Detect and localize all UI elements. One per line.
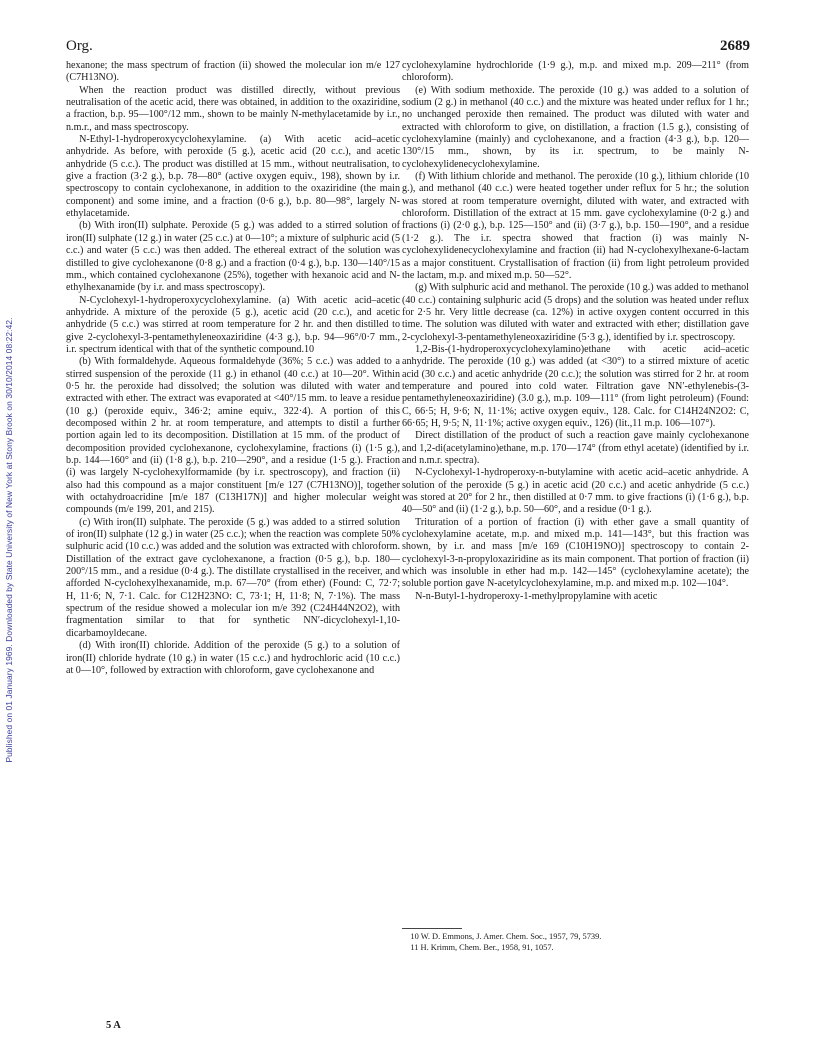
- journal-section-label: Org.: [66, 38, 93, 54]
- footnote: 10 W. D. Emmons, J. Amer. Chem. Soc., 1957, 79, 5739.: [410, 932, 602, 941]
- paragraph: hexanone; the mass spectrum of fraction (ii) showed the molecular ion m/e 127 (C7H13NO).: [66, 60, 400, 84]
- paragraph: (d) With iron(II) chloride. Addition of the peroxide (5 g.) to a solution of iron(II) chloride hydrate (10 g.) in water (15 c.c.) and hydrochloric acid (10 c.c.) at 0—10°, followed by extraction with chloroform, gave cyclohexanone and: [66, 640, 400, 676]
- footnotes: [402, 932, 749, 954]
- paragraph: When the reaction product was distilled directly, without previous neutralisation of the acetic acid, there was obtained, in addition to the oxaziridine, a fraction, b.p. 95—100°/12 mm., shown to be mainly N-methylacetamide by i.r., n.m.r., and mass spectroscopy.: [66, 84, 400, 133]
- paragraph: (b) With iron(II) sulphate. Peroxide (5 g.) was added to a stirred solution of iron(II) sulphate (12 g.) in water (25 c.c.) at 0—10°; a mixture of sulphuric acid (5 c.c.) and water (5 c.c.) was then added. The ethereal extract of the solution was distilled to give cyclohexanone (0·8 g.) and a fraction (0·4 g.), b.p. 130—140°/15 mm., which contained cyclohexanone (25%), together with hexanoic acid and N-ethylhexanamide (by i.r. and mass spectroscopy).: [66, 220, 400, 294]
- paragraph: (e) With sodium methoxide. The peroxide (10 g.) was added to a solution of sodium (2 g.) in methanol (40 c.c.) and the mixture was heated under reflux for 1 hr.; no unchanged peroxide then remained. The product was diluted with water and extracted with chloroform to give, on distillation, a fraction (1.5 g.), consisting of cyclohexylamine (mainly) and cyclohexanone, and a fraction (4·3 g.), b.p. 120—130°/15 mm., shown, by its i.r. spectrum, to be mainly N-cyclohexylidenecyclohexylamine.: [402, 84, 749, 170]
- left-column: [66, 60, 400, 677]
- paragraph: N-Ethyl-1-hydroperoxycyclohexylamine. (a) With acetic acid–acetic anhydride. As before, with peroxide (5 g.), acetic acid (20 c.c.), and acetic anhydride (5 c.c.). The product was distilled at 15 mm., without neutralisation, to give a fraction (3·2 g.), b.p. 78—80° (active oxygen equiv., 198), shown by i.r. spectroscopy to contain cyclohexanone, in addition to the oxaziridine (the main component) and some imine, and a fraction (0·6 g.), b.p. 80—98°, largely N-ethylacetamide.: [66, 134, 400, 220]
- publication-stamp-text: Published on 01 January 1969. Downloaded by State University of New York at Stony Brook on 30/10/2014 08:22:42.: [4, 317, 14, 763]
- paragraph: 1,2-Bis-(1-hydroperoxycyclohexylamino)ethane with acetic acid–acetic anhydride. The peroxide (10 g.) was added (at <30°) to a stirred mixture of acetic acid (30 c.c.) and acetic anhydride (20 c.c.); the solution was stirred for 2 hr. at room temperature and poured into cold water. Filtration gave NN′-ethylenebis-(3-pentamethyleneoxaziridine) (3.0 g.), m.p. 109—111° (from light petroleum) (Found: C, 66·5; H, 9·6; N, 11·1%; active oxygen equiv., 128. Calc. for C14H24N2O2: C, 66·65; H, 9·5; N, 11·1%; active oxygen equiv., 126) (lit.,11 m.p. 106—107°).: [402, 343, 749, 429]
- page-number: 2689: [720, 38, 750, 54]
- page-header: [66, 38, 750, 58]
- footnote: 11 H. Krimm, Chem. Ber., 1958, 91, 1057.: [410, 942, 554, 952]
- paragraph: N-Cyclohexyl-1-hydroperoxycyclohexylamine. (a) With acetic acid–acetic anhydride. A mixture of the peroxide (5 g.), acetic acid (20 c.c.), and acetic anhydride (5 c.c.) was stirred at room temperature for 2 hr. and then distilled to give 2-cyclohexyl-3-pentamethyleneoxaziridine (4·3 g.), b.p. 94—96°/0·7 mm., i.r. spectrum identical with that of the synthetic compound.10: [66, 294, 400, 355]
- paragraph: (b) With formaldehyde. Aqueous formaldehyde (36%; 5 c.c.) was added to a stirred suspension of the peroxide (11 g.) in ethanol (40 c.c.) at 10—20°. Within 0·5 hr. the peroxide had dissolved; the solution was diluted with water and extracted with ether. The extract was evaporated at <40°/15 mm. to leave a residue (10 g.) (peroxide equiv., 346·2; amine equiv., 322·4). A portion of this decomposed within 2 hr. at room temperature, and attempts to distil a further portion again led to its decomposition. Distillation at 15 mm. of the product of decomposition provided cyclohexanone, cyclohexylamine, fractions (i) (1·5 g.), b.p. 144—160° and (ii) (1·8 g.), b.p. 210—290°, and a residue (1·5 g.). Fraction (i) was largely N-cyclohexylformamide (by i.r. spectroscopy), and fraction (ii) also had this compound as a major constituent [m/e 127 (C7H13NO)], together with octahydroacridine [m/e 187 (C13H17N)] and higher molecular weight compounds (m/e 199, 201, and 215).: [66, 356, 400, 516]
- paragraph: (g) With sulphuric acid and methanol. The peroxide (10 g.) was added to methanol (40 c.c.) containing sulphuric acid (5 drops) and the solution was heated under reflux for 2·5 hr. Very little decrease (ca. 12%) in active oxygen content occurred in this time. The solution was diluted with water and extracted with ether; distillation gave 2-cyclohexyl-3-pentamethyleneoxaziridine (5·3 g.), identified by i.r. spectroscopy.: [402, 282, 749, 343]
- paragraph: N-n-Butyl-1-hydroperoxy-1-methylpropylamine with acetic: [415, 590, 658, 602]
- publication-stamp: [2, 110, 16, 970]
- right-column: [402, 60, 749, 603]
- footnote-divider: [402, 928, 462, 929]
- paragraph: (c) With iron(II) sulphate. The peroxide (5 g.) was added to a stirred solution of iron(II) sulphate (12 g.) in water (25 c.c.); when the reaction was complete 50% sulphuric acid (10 c.c.) was added and the solution was extracted with chloroform. Distillation of the extract gave cyclohexanone, a fraction (0·5 g.), b.p. 180—200°/15 mm., and a residue (0·4 g.). The distillate crystallised in the receiver, and afforded N-cyclohexylhexanamide, m.p. 67—70° (from ether) (Found: C, 72·7; H, 11·6; N, 7·1. Calc. for C12H23NO: C, 73·1; H, 11·8; N, 7·1%). The mass spectrum of the residue showed a molecular ion m/e 392 (C24H44N2O2), with fragmentation similar to that for synthetic NN′-dicyclohexyl-1,10-dicarbamoyldecane.: [66, 516, 400, 639]
- paragraph: (f) With lithium chloride and methanol. The peroxide (10 g.), lithium chloride (10 g.), and methanol (40 c.c.) were heated together under reflux for 5 hr.; the solution was stored at room temperature overnight, diluted with water, and extracted with chloroform. Distillation of the extract at 15 mm. gave cyclohexylamine (0·2 g.) and fractions (i) (2·0 g.), b.p. 125—150° and (ii) (3·7 g.), b.p. 150—190°, and a residue (1·2 g.). The i.r. spectra showed that fraction (i) was mainly N-cyclohexylidenecyclohexylamine and fraction (ii) had N-cyclohexylhexane-6-lactam as a major constituent. Crystallisation of fraction (ii) from light petroleum provided the lactam, m.p. and mixed m.p. 50—52°.: [402, 171, 749, 281]
- paragraph: Direct distillation of the product of such a reaction gave mainly cyclohexanone and 1,2-di(acetylamino)ethane, m.p. 170—174° (from ethyl acetate) (identified by i.r. and n.m.r. spectra).: [402, 430, 749, 466]
- paragraph: Trituration of a portion of fraction (i) with ether gave a small quantity of cyclohexylamine acetate, m.p. and mixed m.p. 141—143°, but this fraction was shown, by i.r. and mass [m/e 169 (C10H19NO)] spectroscopy to contain 2-cyclohexyl-3-n-propyloxaziridine as its main component. That portion of fraction (ii) which was insoluble in ether had m.p. 142—145° (cyclohexylamine acetate); the soluble portion gave N-acetylcyclohexylamine, m.p. and mixed m.p. 102—104°.: [402, 516, 749, 590]
- signature-mark: 5 A: [106, 1020, 121, 1031]
- paragraph: cyclohexylamine hydrochloride (1·9 g.), m.p. and mixed m.p. 209—211° (from chloroform).: [402, 60, 749, 84]
- paragraph: N-Cyclohexyl-1-hydroperoxy-n-butylamine with acetic acid–acetic anhydride. A solution of the peroxide (5 g.) in acetic acid (20 c.c.) and acetic anhydride (5 c.c.) was stored at 20° for 2 hr., then distilled at 0·7 mm. to give fractions (i) (1·6 g.), b.p. 40—50° and (ii) (1·2 g.), b.p. 50—60°, and a residue (0·1 g.).: [402, 467, 749, 516]
